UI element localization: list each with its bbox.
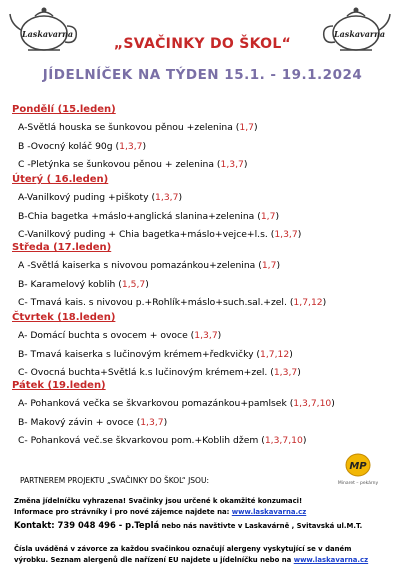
menu-item-text: B- Tmavá kaiserka s lučinovým krémem+ředkvičky ( [18, 349, 261, 360]
menu-item-close: ) [331, 398, 335, 409]
menu-item [18, 192, 182, 203]
day-heading: Pátek (19.leden) [12, 380, 106, 391]
allergen-codes: 1,3,7 [274, 229, 298, 240]
allergen-website-link[interactable]: www.laskavarna.cz [293, 556, 369, 564]
allergen-codes: 1,7,12 [260, 349, 290, 360]
allergen-codes: 1,7,12 [293, 297, 323, 308]
menu-item-close: ) [297, 367, 301, 378]
menu-week-subtitle: JÍDELNÍČEK NA TÝDEN 15.1. - 19.1.2024 [42, 67, 363, 83]
allergen-codes: 1,3,7,10 [264, 435, 303, 446]
allergen-codes: 1,3,7 [194, 330, 218, 341]
partner-text: PARTNEREM PROJEKTU „SVAČINKY DO ŠKOL“ JSOU: [20, 476, 209, 485]
allergen-note-text: výrobku. Seznam alergenů dle nařízení EU najdete u jídelníčku nebo na [14, 556, 294, 564]
menu-item-text: A- Domácí buchta s ovocem + ovoce ( [18, 330, 195, 341]
allergen-codes: 1,3,7 [119, 141, 143, 152]
menu-item-close: ) [142, 141, 147, 152]
info-note-text: Informace pro strávníky i pro nové zájemce najdete na: [14, 508, 232, 516]
info-note [14, 508, 306, 516]
menu-item [18, 279, 149, 290]
contact-phone: Kontakt: 739 048 496 - p.Teplá [14, 520, 160, 530]
menu-item-text: B-Chia bagetka +máslo+anglická slanina+zelenina ( [18, 211, 261, 222]
menu-item [18, 330, 221, 341]
allergen-codes: 1,5,7 [121, 279, 146, 290]
menu-item [18, 435, 306, 446]
menu-item [18, 141, 146, 152]
menu-item [18, 417, 167, 428]
menu-item [18, 211, 279, 222]
logo-text-right: Laskavarna [334, 29, 386, 39]
menu-item [18, 398, 335, 409]
mp-logo-letters: MP [349, 461, 367, 472]
menu-item-text: B -Ovocný koláč 90g ( [18, 141, 120, 152]
day-heading: Pondělí (15.leden) [12, 104, 116, 115]
menu-item-text: C- Pohanková več.se škvarkovou pom.+Koblih džem ( [18, 435, 265, 446]
menu-item [18, 122, 258, 133]
menu-item-close: ) [289, 349, 293, 360]
contact-line [14, 520, 362, 530]
allergen-codes: 1,3,7 [273, 367, 298, 378]
menu-item-text: A-Světlá houska se šunkovou pěnou +zelenina ( [18, 122, 240, 133]
menu-item-close: ) [178, 192, 183, 203]
menu-item-text: A- Pohanková večka se škvarkovou pomazánkou+pamlsek ( [18, 398, 294, 409]
menu-item-text: A -Světlá kaiserka s nivovou pomazánkou+zelenina ( [18, 260, 262, 271]
allergen-codes: 1,3,7 [155, 192, 179, 203]
menu-item-close: ) [322, 297, 327, 308]
mp-logo [338, 452, 378, 488]
menu-item-close: ) [145, 279, 149, 290]
menu-item [18, 297, 326, 308]
website-link[interactable]: www.laskavarna.cz [231, 508, 307, 516]
allergen-codes: 1,7 [239, 122, 255, 133]
menu-item-text: B- Karamelový koblih ( [18, 279, 122, 290]
day-heading: Čtvrtek (18.leden) [12, 312, 116, 323]
menu-item [18, 159, 247, 170]
menu-item-text: C- Ovocná buchta+Světlá k.s lučinovým krémem+zel. ( [18, 367, 274, 378]
menu-item-text: B- Makový závin + ovoce ( [18, 417, 141, 428]
menu-item-text: C- Tmavá kais. s nivovou p.+Rohlík+máslo+such.sal.+zel. ( [18, 297, 294, 308]
allergen-codes: 1,3,7 [220, 159, 244, 170]
mp-logo-subtext: Minaret – pekárny [338, 481, 378, 486]
allergen-note-line1: Čísla uváděná v závorce za každou svačinkou označují alergeny vyskytující se v daném [14, 545, 352, 553]
page-title: „SVAČINKY DO ŠKOL“ [113, 36, 292, 52]
menu-item-close: ) [302, 435, 307, 446]
allergen-codes: 1,7 [260, 211, 276, 222]
allergen-codes: 1,7 [261, 260, 277, 271]
allergen-codes: 1,3,7,10 [293, 398, 332, 409]
contact-address: nebo nás navštivte v Laskavárně , Svitavská ul.M.T. [159, 522, 363, 530]
menu-item [18, 349, 293, 360]
menu-item-text: C-Vanilkový puding + Chia bagetka+máslo+vejce+l.s. ( [18, 229, 275, 240]
logo-text-left: Laskavarna [22, 29, 74, 39]
menu-item-close: ) [297, 229, 302, 240]
menu-item-close: ) [163, 417, 168, 428]
menu-item [18, 260, 280, 271]
allergen-note-line2 [14, 556, 368, 564]
menu-item-text: C -Pletýnka se šunkovou pěnou + zelenina ( [18, 159, 221, 170]
menu-item [18, 367, 301, 378]
menu-item-text: A-Vanilkový puding +piškoty ( [18, 192, 156, 203]
menu-item-close: ) [243, 159, 248, 170]
menu-item-close: ) [276, 260, 281, 271]
menu-item-close: ) [275, 211, 280, 222]
menu-item-close: ) [254, 122, 258, 133]
change-note: Změna jídelníčku vyhrazena! Svačinky jsou určené k okamžité konzumaci! [14, 497, 303, 505]
day-heading: Středa (17.leden) [12, 242, 112, 253]
menu-item [18, 229, 301, 240]
allergen-codes: 1,3,7 [140, 417, 164, 428]
day-heading: Úterý ( 16.leden) [12, 174, 109, 185]
menu-item-close: ) [217, 330, 222, 341]
